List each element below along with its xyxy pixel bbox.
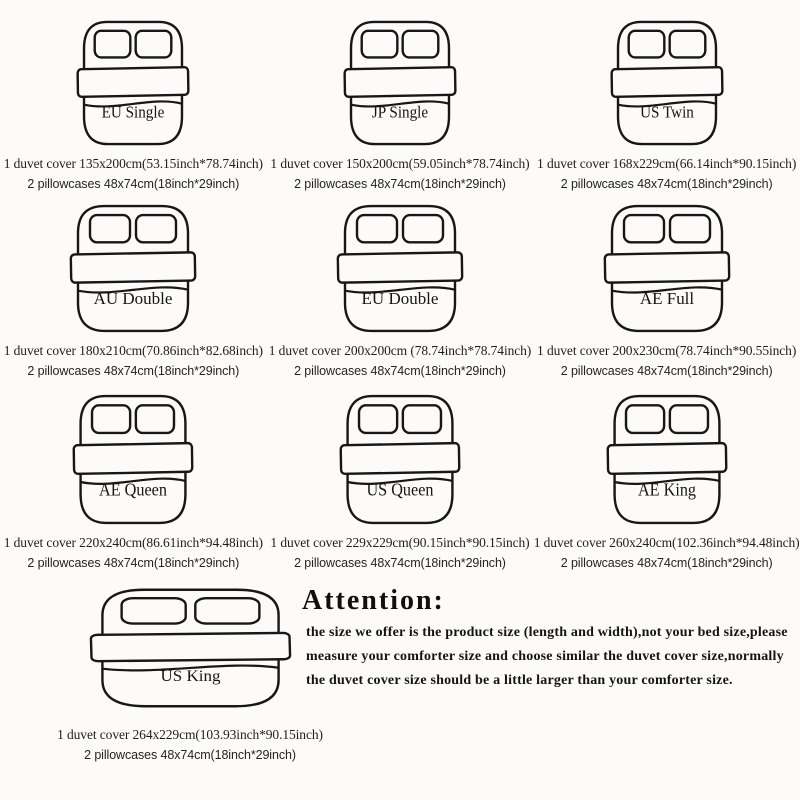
size-grid-row-1 — [0, 18, 800, 194]
pillowcase-spec: 2 pillowcases 48x74cm(18inch*29inch) — [560, 556, 773, 570]
pillow-right-icon — [669, 31, 705, 58]
pillow-left-icon — [357, 215, 397, 242]
sheet-band-shape — [71, 252, 195, 282]
bed-icon — [72, 392, 194, 527]
sheet-band-shape — [604, 252, 728, 282]
pillowcase-spec: 2 pillowcases 48x74cm(18inch*29inch) — [560, 177, 773, 191]
bed-size-label: AE Queen — [99, 479, 168, 500]
pillowcase-spec: 2 pillowcases 48x74cm(18inch*29inch) — [294, 177, 506, 191]
bed-icon — [603, 202, 731, 335]
bed-size-cell — [533, 202, 800, 381]
sheet-band-shape — [338, 252, 462, 282]
bed-size-cell — [0, 392, 267, 573]
duvet-cover-spec: 1 duvet cover 229x229cm(90.15inch*90.15inch) — [270, 535, 530, 550]
duvet-cover-spec: 1 duvet cover 135x200cm(53.15inch*78.74inch) — [3, 156, 263, 171]
bed-size-cell — [0, 202, 267, 381]
pillowcase-spec: 2 pillowcases 48x74cm(18inch*29inch) — [27, 556, 240, 570]
pillow-left-icon — [359, 405, 397, 433]
bed-icon — [339, 392, 461, 527]
duvet-cover-spec: 1 duvet cover 168x229cm(66.14inch*90.15inch) — [537, 156, 797, 171]
bed-size-label: AU Double — [93, 288, 173, 308]
duvet-cover-spec: 1 duvet cover 180x210cm(70.86inch*82.68inch) — [3, 343, 263, 358]
bed-size-cell — [267, 18, 534, 194]
bed-icon — [69, 202, 197, 335]
bed-size-label: US Twin — [639, 103, 694, 122]
sheet-band-shape — [611, 67, 722, 97]
bed-size-label: EU Double — [361, 288, 439, 308]
pillow-right-icon — [136, 31, 172, 58]
pillow-right-icon — [136, 405, 174, 433]
pillow-left-icon — [92, 405, 130, 433]
pillow-left-icon — [626, 405, 664, 433]
bed-icon — [88, 586, 293, 710]
pillow-left-icon — [121, 598, 185, 623]
sheet-band-shape — [341, 443, 460, 474]
bed-size-label: US Queen — [366, 479, 434, 500]
pillow-right-icon — [403, 215, 443, 242]
bed-size-cell — [533, 392, 800, 573]
duvet-cover-spec: 1 duvet cover 150x200cm(59.05inch*78.74inch) — [270, 156, 530, 171]
pillow-left-icon — [362, 31, 398, 58]
attention-title: Attention: — [302, 585, 445, 616]
size-grid-row-2 — [0, 202, 800, 381]
bed-size-cell — [533, 18, 800, 194]
bed-size-cell — [267, 392, 534, 573]
bed-size-label: AE Full — [639, 288, 694, 308]
sheet-band-shape — [74, 443, 193, 474]
duvet-cover-spec: 1 duvet cover 260x240cm(102.36inch*94.48inch) — [533, 535, 800, 550]
bed-size-cell — [40, 586, 340, 765]
pillowcase-spec: 2 pillowcases 48x74cm(18inch*29inch) — [84, 748, 296, 762]
pillowcase-spec: 2 pillowcases 48x74cm(18inch*29inch) — [294, 364, 506, 378]
bed-icon — [610, 18, 724, 148]
pillowcase-spec: 2 pillowcases 48x74cm(18inch*29inch) — [294, 556, 506, 570]
pillow-left-icon — [90, 215, 130, 242]
bed-icon — [336, 202, 464, 335]
pillow-right-icon — [403, 405, 441, 433]
pillow-right-icon — [670, 215, 710, 242]
pillow-right-icon — [403, 31, 439, 58]
duvet-cover-spec: 1 duvet cover 200x200cm (78.74inch*78.74inch) — [268, 343, 532, 358]
bed-size-cell — [267, 202, 534, 381]
bed-size-label: AE King — [637, 479, 696, 500]
attention-body: the size we offer is the product size (length and width),not your bed size,please measure your comforter size and choose similar the duvet cover size,normally the duvet cover size should be a little larger than your comforter size. — [306, 625, 788, 688]
pillow-left-icon — [624, 215, 664, 242]
pillow-right-icon — [670, 405, 708, 433]
pillowcase-spec: 2 pillowcases 48x74cm(18inch*29inch) — [27, 364, 240, 378]
pillowcase-spec: 2 pillowcases 48x74cm(18inch*29inch) — [560, 364, 773, 378]
size-grid-row-3 — [0, 392, 800, 573]
sheet-band-shape — [607, 443, 726, 474]
bed-size-label: US King — [160, 666, 220, 685]
size-grid-row-4 — [40, 586, 340, 765]
pillowcase-spec: 2 pillowcases 48x74cm(18inch*29inch) — [27, 177, 240, 191]
bed-size-cell — [0, 18, 267, 194]
sheet-band-shape — [345, 67, 456, 97]
sheet-band-shape — [90, 633, 289, 661]
bed-size-label: JP Single — [371, 103, 429, 122]
bed-icon — [606, 392, 728, 527]
pillow-left-icon — [628, 31, 664, 58]
bed-size-label: EU Single — [102, 103, 165, 122]
attention-note — [302, 585, 796, 693]
bed-icon — [76, 18, 190, 148]
duvet-cover-spec: 1 duvet cover 264x229cm(103.93inch*90.15inch) — [57, 727, 323, 742]
pillow-right-icon — [136, 215, 176, 242]
pillow-right-icon — [195, 598, 259, 623]
bed-icon — [343, 18, 457, 148]
duvet-cover-spec: 1 duvet cover 220x240cm(86.61inch*94.48inch) — [3, 535, 263, 550]
sheet-band-shape — [78, 67, 189, 97]
pillow-left-icon — [95, 31, 131, 58]
duvet-cover-spec: 1 duvet cover 200x230cm(78.74inch*90.55inch) — [537, 343, 797, 358]
